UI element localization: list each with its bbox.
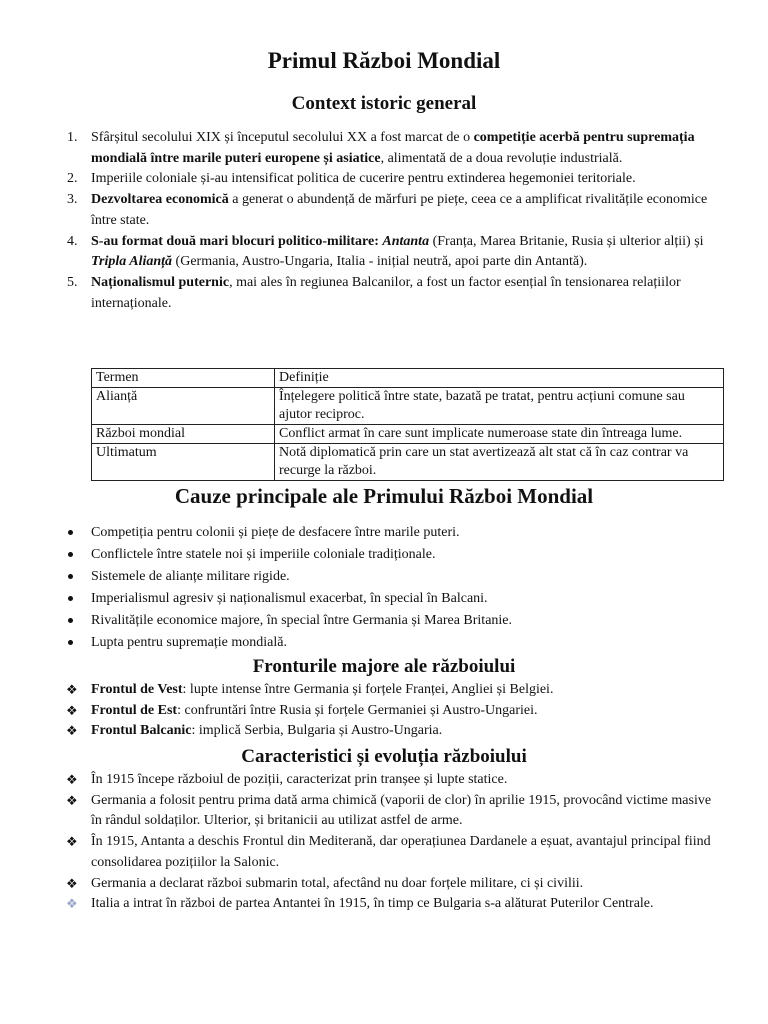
table-cell: Notă diplomatică prin care un stat avertizează alt stat că în caz contrar va recurge la război. — [275, 444, 724, 481]
evolution-list — [0, 770, 768, 915]
list-item: 5. Naționalismul puternic, mai ales în regiunea Balcanilor, a fost un factor esențial în tensionarea relațiilor internaționale. — [67, 274, 681, 311]
list-item: ❖ Frontul Balcanic: implică Serbia, Bulgaria și Austro-Ungaria. — [0, 721, 721, 742]
diamond-bullet-icon: ❖ — [66, 875, 78, 891]
list-item: Sistemele de alianțe militare rigide. — [0, 566, 768, 588]
table-cell: Conflict armat în care sunt implicate numeroase state din întreaga lume. — [275, 425, 724, 444]
list-item: Imperialismul agresiv și naționalismul exacerbat, în special în Balcani. — [0, 588, 768, 610]
table-row — [92, 388, 724, 425]
list-item: ❖ Germania a folosit pentru prima dată arma chimică (vaporii de clor) în aprilie 1915, provocând victime masive în rândul soldaților. Ulterior, și britanicii au utilizat astfel de arme. — [66, 792, 712, 829]
table-cell: Război mondial — [92, 425, 275, 444]
table-header: Definiție — [275, 369, 724, 388]
diamond-bullet-icon: ❖ — [66, 896, 78, 912]
table-cell: Înțelegere politică între state, bazată pe tratat, pentru acțiuni comune sau ajutor reciproc. — [275, 388, 724, 425]
diamond-bullet-icon: ❖ — [66, 682, 78, 697]
list-item: Rivalitățile economice majore, în special între Germania și Marea Britanie. — [0, 610, 768, 632]
list-item: Competiția pentru colonii și piețe de desfacere între marile puteri. — [0, 522, 768, 544]
bullet-icon — [68, 618, 73, 623]
context-heading: Context istoric general — [291, 93, 477, 114]
list-item: 2. Imperiile coloniale și-au intensificat politica de cucerire pentru extinderea hegemoniei teritoriale. — [67, 171, 636, 187]
diamond-bullet-icon: ❖ — [66, 702, 78, 718]
diamond-bullet-icon: ❖ — [66, 723, 78, 739]
list-item: 4. S-au format două mari blocuri politico-militare: Antanta (Franța, Marea Britanie, Rusia și ulterior alții) și Tripla Alianță (Germania, Austro-Ungaria, Italia - inițial neutră, apoi parte din Antantă). — [67, 233, 704, 270]
diamond-bullet-icon: ❖ — [66, 792, 78, 808]
list-item: 1. Sfârșitul secolului XIX și începutul secolului XX a fost marcat de o competiție acerbă pentru supremația mondială între marile puteri europene și asiatice, alimentată de a doua revoluție industrială. — [67, 130, 695, 166]
list-item: ❖ Germania a declarat război submarin total, afectând nu doar forțele militare, ci și civilii. — [0, 874, 721, 895]
list-item: ❖ Frontul de Est: confruntări între Rusia și forțele Germaniei și Austro-Ungariei. — [0, 701, 721, 722]
list-item: ❖ Frontul de Vest: lupte intense între Germania și forțele Franței, Angliei și Belgiei. — [0, 680, 721, 701]
list-item: Conflictele între statele noi și imperiile coloniale tradiționale. — [0, 544, 768, 566]
bullet-icon — [68, 574, 73, 579]
table-cell: Ultimatum — [92, 444, 275, 481]
page-title: Primul Război Mondial — [267, 48, 501, 73]
list-item: ❖ Italia a intrat în război de partea Antantei în 1915, în timp ce Bulgaria s-a alăturat Puterilor Centrale. — [0, 894, 721, 915]
bullet-icon — [68, 530, 73, 535]
list-item: 3. Dezvoltarea economică a generat o abundență de mărfuri pe piețe, ceea ce a amplificat rivalitățile economice între state. — [67, 192, 708, 228]
bullet-icon — [68, 552, 73, 557]
causes-heading: Cauze principale ale Primului Război Mondial — [174, 484, 594, 508]
table-header: Termen — [92, 369, 275, 388]
terms-table — [91, 368, 724, 481]
causes-list — [0, 522, 768, 654]
diamond-bullet-icon: ❖ — [66, 772, 78, 787]
list-item: ❖ În 1915, Antanta a deschis Frontul din Mediterană, dar operațiunea Dardanele a eșuat, avantajul principal fiind consolidarea pozițiilor la Salonic. — [66, 834, 711, 870]
fronts-heading: Fronturile majore ale războiului — [252, 656, 516, 677]
table-header-row — [92, 369, 724, 388]
context-list — [0, 128, 768, 314]
bullet-icon — [68, 640, 73, 645]
table-cell: Alianță — [92, 388, 275, 425]
evolution-heading: Caracteristici și evoluția războiului — [241, 746, 527, 767]
bullet-icon — [68, 596, 73, 601]
list-item: ❖ În 1915 începe războiul de poziții, caracterizat prin tranșee și lupte statice. — [0, 770, 721, 791]
fronts-list — [0, 680, 768, 742]
diamond-bullet-icon: ❖ — [66, 834, 78, 850]
table-row — [92, 425, 724, 444]
list-item: Lupta pentru supremație mondială. — [0, 632, 768, 654]
table-row — [92, 444, 724, 481]
